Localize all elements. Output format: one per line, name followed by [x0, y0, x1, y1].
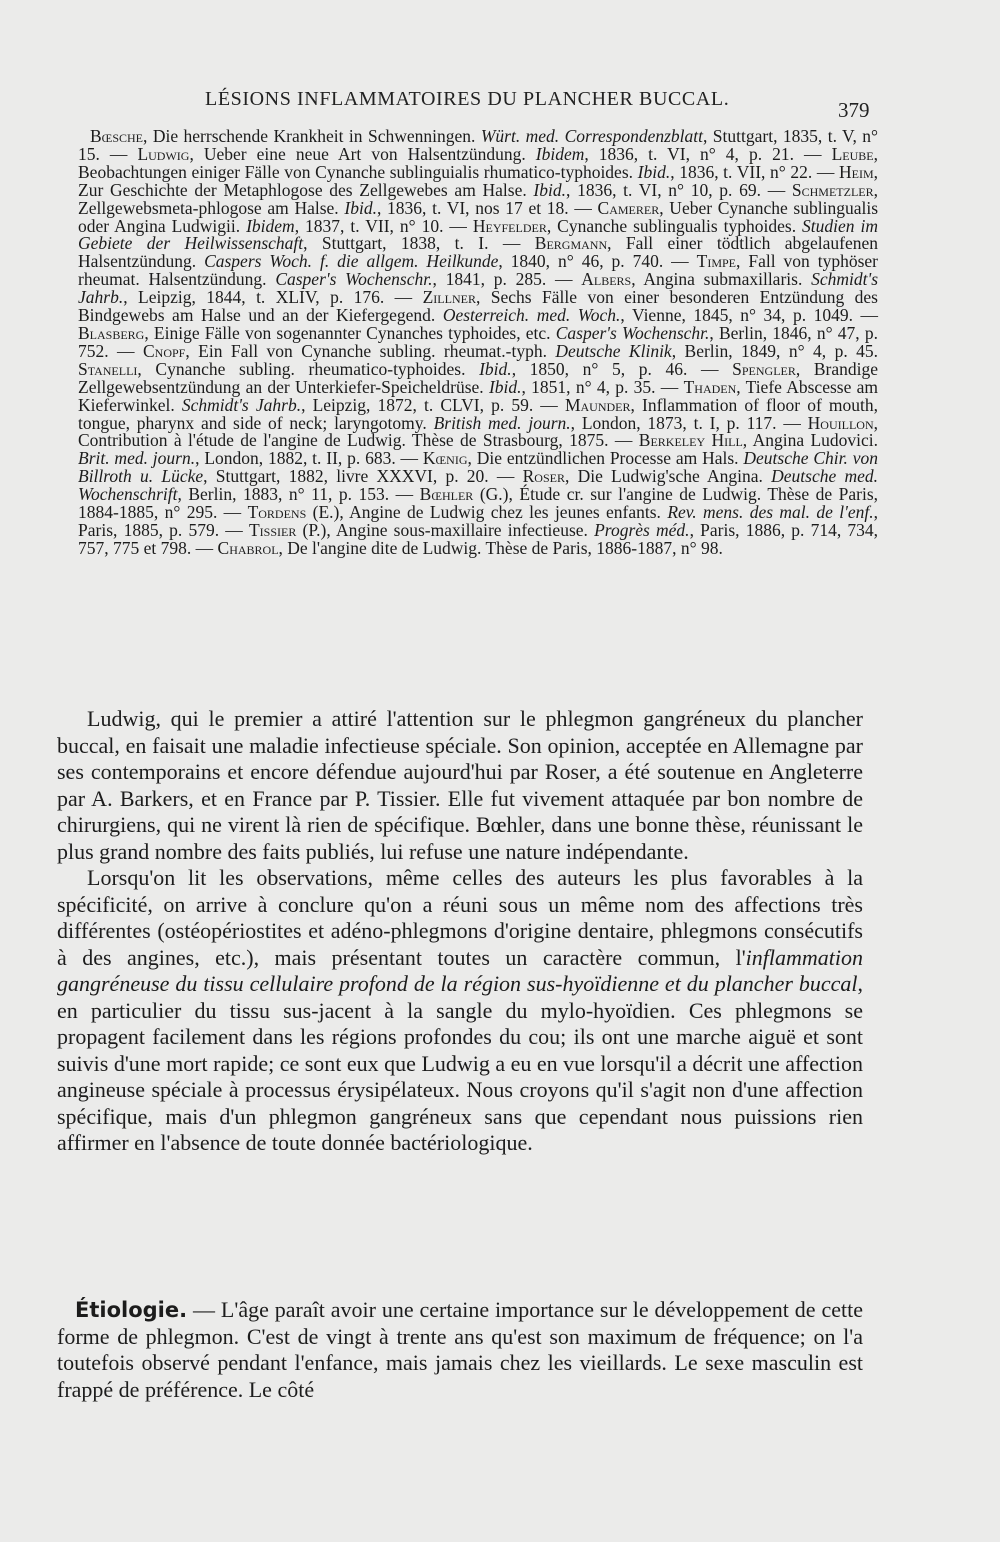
biblio-italic: Studien im Gebiete der Heilwissenschaft — [78, 215, 878, 254]
biblio-author: Albers — [581, 269, 632, 290]
biblio-text: , Die entzündlichen Processe am Hals. — [467, 448, 744, 469]
biblio-italic: Deutsche Klinik — [555, 340, 672, 361]
biblio-italic: Oesterreich. med. Woch. — [442, 305, 621, 326]
biblio-text: , 1836, t. VI, n° 4, p. 21. — — [584, 143, 832, 164]
biblio-text: , Angina submaxillaris. — [631, 269, 812, 290]
biblio-author: Berkeley Hill — [638, 430, 743, 451]
biblio-text: , Stuttgart, 1838, t. I. — — [303, 233, 535, 254]
biblio-author: Bœsche — [90, 126, 144, 146]
biblio-italic: Ibid. — [488, 376, 522, 397]
biblio-text: , 1836, t. VII, n° 22. — — [670, 161, 839, 182]
biblio-text: , Cynanche sublingualis typhoides. — [546, 215, 803, 236]
biblio-text: , 1840, n° 46, p. 740. — — [498, 251, 697, 272]
biblio-text: , Fall von typhöser rheumat. Halsentzündung. — [78, 251, 878, 290]
biblio-text: , Angina Ludovici. — [742, 430, 879, 451]
biblio-author: Tordens — [247, 502, 307, 523]
bibliography-block — [78, 128, 878, 558]
page-number: 379 — [838, 98, 870, 122]
biblio-author: Bœhler — [419, 484, 474, 505]
biblio-italic: Brit. med. journ. — [78, 448, 196, 469]
section-heading: Étiologie. — [75, 1298, 188, 1322]
biblio-italic: British med. journ. — [433, 412, 571, 433]
biblio-text: , 1850, n° 5, p. 46. — — [511, 358, 733, 379]
biblio-text: , Ein Fall von Cynanche subling. rheumat.-typh. — [185, 340, 556, 361]
biblio-text: , Berlin, 1883, n° 11, p. 153. — — [177, 484, 420, 505]
biblio-text: , Sechs Fälle von einer besonderen Entzündung des Bindgewebs am Halse und an der Kiefergegend. — [78, 287, 878, 326]
biblio-author: Schmetzler — [791, 179, 874, 200]
biblio-author: Heim — [838, 161, 874, 182]
biblio-author: Maunder — [564, 394, 631, 415]
biblio-text: , Stuttgart, 1882, livre XXXVI, p. 20. — — [203, 466, 523, 487]
biblio-text: , Zellgewebsmeta-phlogose am Halse. — [78, 179, 878, 218]
biblio-author: Spengler — [732, 358, 796, 379]
biblio-author: Bergmann — [534, 233, 608, 254]
biblio-author: Blasberg — [78, 322, 145, 343]
biblio-text: , 1837, t. VII, n° 10. — — [294, 215, 473, 236]
biblio-text: , Die Ludwig'sche Angina. — [564, 466, 772, 487]
paragraph-2 — [57, 865, 863, 1157]
biblio-italic: Würt. med. Correspondenzblatt — [480, 126, 703, 146]
biblio-text: , Ueber eine neue Art von Halsentzündung. — [189, 143, 536, 164]
biblio-author: Heyfelder — [472, 215, 547, 236]
biblio-text: , Berlin, 1846, n° 47, p. 752. — — [78, 322, 878, 361]
biblio-text: , Leipzig, 1844, t. XLIV, p. 176. — — [123, 287, 423, 308]
biblio-text: , Berlin, 1849, n° 4, p. 45. — [671, 340, 879, 361]
biblio-author: Thaden — [683, 376, 737, 397]
biblio-author: Ludwig — [137, 143, 190, 164]
biblio-author: Chabrol — [217, 537, 279, 558]
biblio-text: , Vienne, 1845, n° 34, p. 1049. — — [620, 305, 879, 326]
biblio-text: , Fall einer tödtlich abgelaufenen Halsentzündung. — [78, 233, 878, 272]
biblio-italic: Ibid. — [479, 358, 512, 379]
biblio-author: Kœnig — [422, 448, 468, 469]
biblio-text: , London, 1882, t. II, p. 683. — — [195, 448, 423, 469]
biblio-author: Timpe — [696, 251, 737, 272]
biblio-text: , 1841, p. 285. — — [432, 269, 582, 290]
biblio-text: , London, 1873, t. I, p. 117. — — [570, 412, 808, 433]
para-italic: inflammation gangréneuse du tissu cellulaire profond de la région sus-hyoïdienne et du plancher buccal — [57, 944, 863, 996]
biblio-author: Tissier — [248, 519, 297, 540]
biblio-text: , 1851, n° 4, p. 35. — — [521, 376, 684, 397]
biblio-text: , Leipzig, 1872, t. CLVI, p. 59. — — [301, 394, 565, 415]
biblio-author: Leube — [831, 143, 874, 164]
biblio-text: , 1836, t. VI, n° 10, p. 69. — — [566, 179, 792, 200]
biblio-italic: Ibid. — [344, 197, 377, 218]
biblio-text: , Paris, 1886, p. 714, 734, 757, 775 et 798. — — [78, 519, 879, 558]
biblio-author: Zillner — [422, 287, 476, 308]
bibliography-paragraph — [78, 128, 878, 558]
biblio-italic: Caspers Woch. f. die allgem. Heilkunde — [204, 251, 499, 272]
etiology-paragraph — [57, 1297, 863, 1403]
biblio-italic: Deutsche med. Wochenschrift — [78, 466, 878, 505]
biblio-text: , Paris, 1885, p. 579. — — [78, 502, 879, 540]
biblio-italic: Ibid. — [637, 161, 671, 182]
biblio-text: , Tiefe Abscesse am Kieferwinkel. — [78, 376, 879, 415]
biblio-author: Roser — [522, 466, 565, 487]
para-text: Lorsqu'on lit les observations, même celles des auteurs les plus favorables à la spécificité, on arrive à conclure qu'on a réuni sous un même nom des affections très différentes (ostéopériostites et adéno-phlegmons d'origine dentaire, phlegmons consécutifs à des angines, etc.), mais présentant toutes un caractère commun, l' — [57, 865, 863, 970]
biblio-text: , Beobachtungen einiger Fälle von Cynanche sublinguialis rhumatico-typhoides. — [78, 143, 878, 182]
biblio-text: , Einige Fälle von sogenannter Cynanches typhoides, etc. — [144, 322, 556, 343]
biblio-author: Camerer — [597, 197, 660, 218]
biblio-author: Houillon — [807, 412, 874, 433]
biblio-italic: Ibidem — [246, 215, 295, 236]
biblio-text: , 1836, t. VI, nos 17 et 18. — — [376, 197, 598, 218]
biblio-text: , De l'angine dite de Ludwig. Thèse de Paris, 1886-1887, n° 98. — [278, 537, 723, 558]
main-text — [57, 706, 863, 1157]
biblio-italic: Schmidt's Jahrb. — [78, 269, 879, 308]
section-text: — L'âge paraît avoir une certaine importance sur le développement de cette forme de phlegmon. C'est de vingt à trente ans qu'est son maximum de fréquence; on l'a toutefois observé pendant l'enfance, mais jamais chez les vieillards. Le sexe masculin est frappé de préférence. Le côté — [57, 1297, 863, 1402]
running-head: LÉSIONS INFLAMMATOIRES DU PLANCHER BUCCAL. — [205, 88, 730, 110]
biblio-text: , Stuttgart, 1835, t. V, n° 15. — — [78, 126, 879, 164]
biblio-italic: Ibidem — [535, 143, 585, 164]
biblio-italic: Casper's Wochenschr. — [275, 269, 433, 290]
paragraph-1 — [57, 706, 863, 865]
biblio-italic: Schmidt's Jahrb. — [181, 394, 302, 415]
biblio-text: (G.), Étude cr. sur l'angine de Ludwig. Thèse de Paris, 1884-1885, n° 295. — — [78, 484, 879, 523]
biblio-italic: Deutsche Chir. von Billroth u. Lücke — [78, 448, 878, 487]
biblio-italic: Ibid. — [533, 179, 566, 200]
biblio-text: , Cynanche subling. rheumatico-typhoides. — [137, 358, 480, 379]
biblio-italic: Rev. mens. des mal. de l'enf. — [667, 502, 874, 523]
biblio-text: , Ueber Cynanche sublingualis oder Angina Ludwigii. — [78, 197, 879, 236]
biblio-text: , Die herrschende Krankheit in Schwenningen. — [143, 126, 481, 146]
biblio-text: (E.), Angine de Ludwig chez les jeunes enfants. — [306, 502, 668, 523]
biblio-text: , Inflammation of floor of mouth, tongue, pharynx and side of neck; laryngotomy. — [78, 394, 878, 433]
biblio-author: Stanelli — [78, 358, 138, 379]
para-text: , en particulier du tissu sus-jacent à la sangle du mylo-hyoïdien. Ces phlegmons se propagent facilement dans les régions profondes du cou; ils ont une marche aiguë et sont suivis d'une mort rapide; ce sont eux que Ludwig a eu en vue lorsqu'il a décrit une affection angineuse spéciale à processus érysipélateux. Nous croyons qu'il s'agit non d'une affection spécifique, mais d'un phlegmon gangréneux sans que cependant nous puissions rien affirmer en l'absence de toute donnée bactériologique. — [57, 971, 864, 1155]
biblio-text: , Zur Geschichte der Metaphlogose des Zellgewebes am Halse. — [78, 161, 878, 200]
biblio-author: Cnopf — [142, 340, 186, 361]
etiology-section — [57, 1297, 863, 1403]
biblio-italic: Casper's Wochenschr. — [555, 322, 710, 343]
biblio-text: (P.), Angine sous-maxillaire infectieuse. — [296, 519, 595, 540]
para-text: Ludwig, qui le premier a attiré l'attention sur le phlegmon gangréneux du plancher buccal, en faisait une maladie infectieuse spéciale. Son opinion, acceptée en Allemagne par ses contemporains et encore défendue aujourd'hui par Roser, a été soutenue en Angleterre par A. Barkers, et en France par P. Tissier. Elle fut vivement attaquée par bon nombre de chirurgiens, qui ne virent là rien de spécifique. Bœhler, dans une bonne thèse, réunissant le plus grand nombre des faits publiés, lui refuse une nature indépendante. — [57, 706, 863, 864]
biblio-text: , Brandige Zellgewebsentzündung an der Unterkiefer-Speicheldrüse. — [78, 358, 878, 397]
biblio-text: , Contribution à l'étude de l'angine de Ludwig. Thèse de Strasbourg, 1875. — — [78, 412, 878, 451]
biblio-italic: Progrès méd. — [594, 519, 690, 540]
